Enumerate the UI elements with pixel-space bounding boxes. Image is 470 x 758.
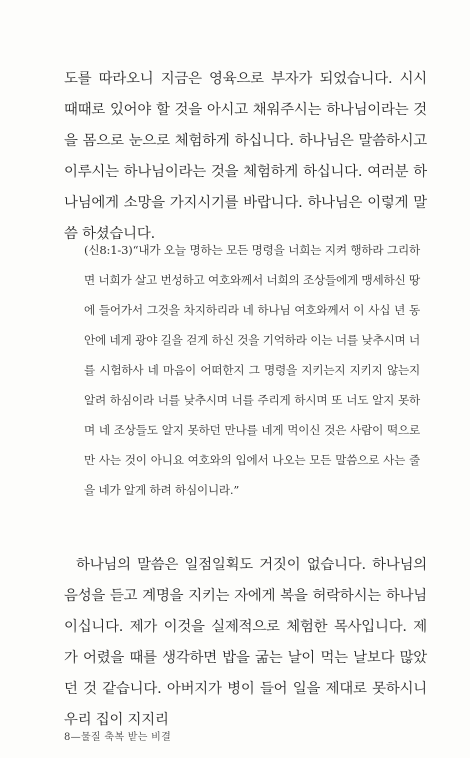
body-paragraph-2: 하나님의 말씀은 일점일획도 거짓이 없습니다. 하나님의 음성을 듣고 계명을 지키는 자에게 복을 허락하시는 하나님이십니다. 제가 이것을 실제적으로 체험한 목사입니다. 제가 어렸을 때를 생각하면 밥을 굶는 날이 먹는 날보다 많았던 것 같습니다. 아버지가 병이 들어 일을 제대로 못하시니 우리 집이 지지리 xyxy=(64,557,427,728)
scripture-quote: (신8:1-3)“내가 오늘 명하는 모든 명령을 너희는 지켜 행하라 그리하면 너희가 살고 번성하고 여호와께서 너희의 조상들에게 맹세하신 땅에 들어가서 그것을 차지하리라 네 하나님 여호와께서 이 사십 년 동안에 네게 광야 길을 걷게 하신 것을 기억하라 이는 너를 낮추시며 너를 시험하사 네 마음이 어떠한지 그 명령을 지키는지 지키지 않는지 알려 하심이라 너를 낮추시며 너를 주리게 하시며 또 너도 알지 못하며 네 조상들도 알지 못하던 만나를 네게 먹이신 것은 사람이 떡으로만 사는 것이 아니요 여호와의 입에서 나오는 모든 말씀으로 사는 줄을 네가 알게 하려 하심이니라.” xyxy=(84,243,420,497)
page-footer: 8—물질 축복 받는 비결 xyxy=(64,732,172,743)
body-paragraph-1: 도를 따라오니 지금은 영육으로 부자가 되었습니다. 시시 때때로 있어야 할 것을 아시고 채워주시는 하나님이라는 것을 몸으로 눈으로 체험하게 하십니다. 하나님은 말씀하시고 이루시는 하나님이라는 것을 체험하게 하십니다. 여러분 하나님에게 소망을 가지시기를 바랍니다. 하나님은 이렇게 말씀 하셨습니다. xyxy=(64,71,427,242)
